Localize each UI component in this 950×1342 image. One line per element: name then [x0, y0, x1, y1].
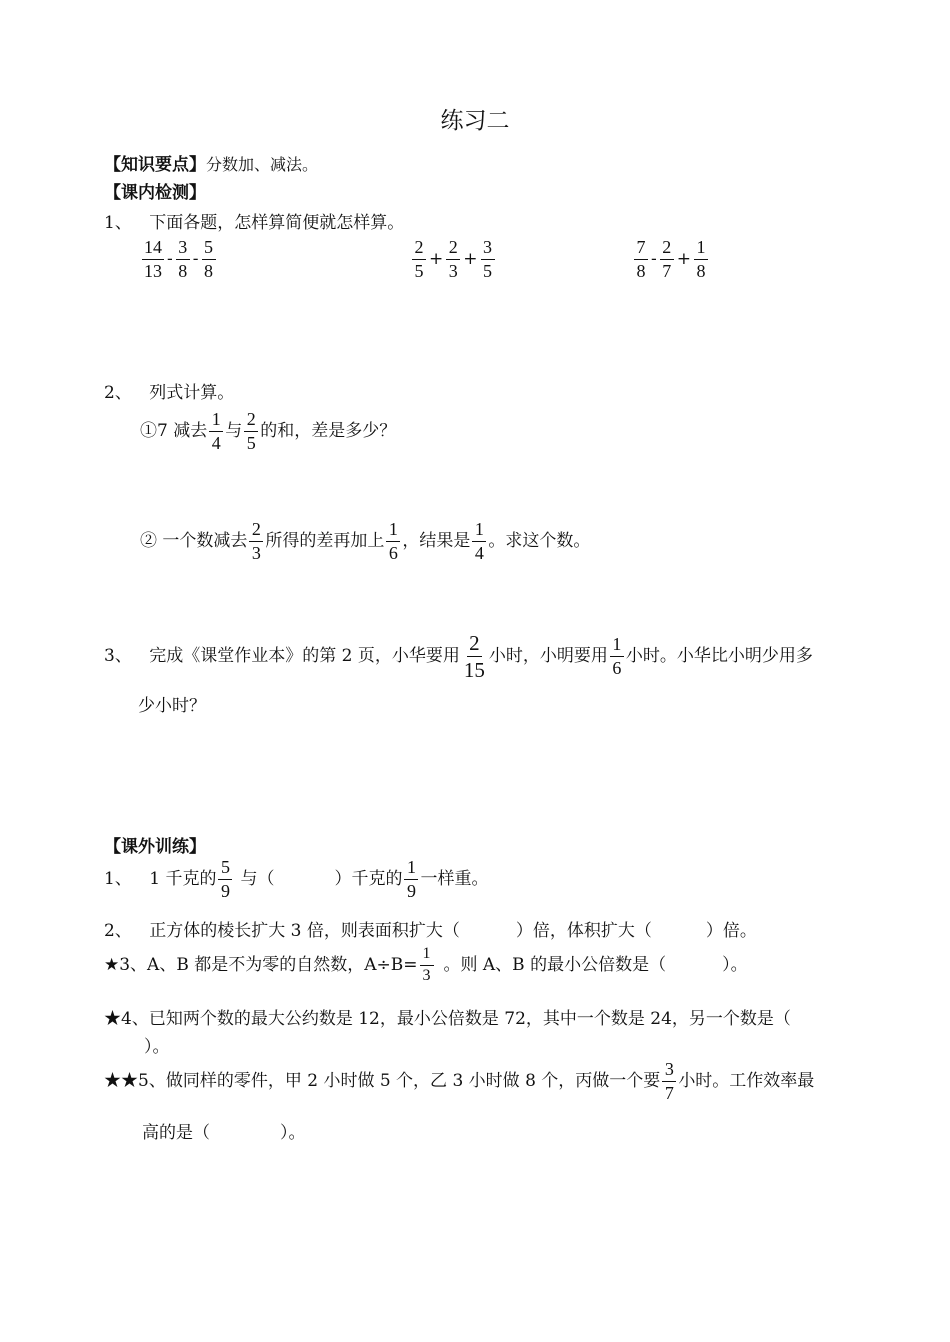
extra-question-3 — [104, 946, 748, 985]
expression-1 — [140, 238, 218, 281]
operator: + — [429, 248, 444, 269]
fraction: $\frac{1}{6}$ — [386, 520, 400, 563]
text: ★3、A、B 都是不为零的自然数，A÷B= — [104, 954, 418, 975]
operator: - — [192, 248, 199, 269]
text: 一样重。 — [420, 868, 489, 889]
question-3-line-2: 少小时？ — [138, 696, 206, 716]
text: ①7 减去 — [140, 420, 208, 441]
extra-question-5 — [104, 1060, 814, 1103]
extra-question-4: ★4、已知两个数的最大公约数是 12，最小公倍数是 72，其中一个数是 24，另一个数是（ — [104, 1009, 791, 1029]
question-1 — [104, 208, 404, 233]
text: 所得的差再加上 — [265, 530, 385, 551]
question-number: 1、 — [104, 868, 132, 889]
question-text: 下面各题，怎样算简便就怎样算。 — [149, 213, 405, 233]
fraction: $\frac{3}{5}$ — [481, 238, 495, 281]
class-test-label: 【课内检测】 — [104, 183, 206, 203]
extra-question-5-line-2 — [142, 1118, 306, 1143]
expression-2 — [410, 238, 497, 281]
fraction: $\frac{2}{5}$ — [412, 238, 426, 281]
operator: - — [651, 248, 657, 269]
operator: + — [676, 248, 691, 269]
fraction: $\frac{2}{5}$ — [244, 410, 258, 453]
text: 小时。小华比小明少用多 — [625, 646, 813, 667]
expression-3 — [632, 238, 710, 281]
text: ）倍。 — [705, 921, 757, 941]
fraction: $\frac{5}{8}$ — [202, 238, 216, 281]
text: ）千克的 — [334, 868, 403, 889]
knowledge-text: 分数加、减法。 — [206, 155, 319, 174]
question-number: 2、 — [104, 383, 132, 403]
text: ）倍，体积扩大（ — [515, 921, 652, 941]
fraction: $\frac{1}{3}$ — [420, 946, 434, 985]
extra-question-4-line-2: ）。 — [144, 1037, 170, 1057]
fraction: $\frac{14}{13}$ — [144, 237, 162, 281]
fraction: $\frac{2}{3}$ — [249, 520, 263, 563]
page-title: 练习二 — [440, 108, 510, 134]
text: 1 千克的 — [149, 868, 217, 889]
text: ）。 — [280, 1123, 306, 1143]
fraction: $\frac{1}{6}$ — [610, 635, 624, 678]
fraction: $\frac{7}{8}$ — [634, 238, 648, 281]
text: 的和，差是多少？ — [260, 420, 397, 441]
knowledge-line — [104, 150, 318, 175]
fraction: $\frac{1}{9}$ — [404, 858, 418, 901]
operator: - — [167, 248, 173, 269]
text: 小时。工作效率最 — [678, 1070, 815, 1091]
question-number: 1、 — [104, 213, 132, 233]
question-number: 3、 — [104, 646, 132, 667]
text: ② 一个数减去 — [140, 530, 248, 551]
text: 小时，小明要用 — [488, 646, 608, 667]
text: 完成《课堂作业本》的第 2 页，小华要用 — [149, 646, 460, 667]
fraction: $\frac{2}{15}$ — [463, 631, 485, 683]
operator: + — [463, 248, 478, 269]
fraction: $\frac{5}{9}$ — [218, 858, 232, 901]
extra-question-1 — [104, 858, 488, 901]
fraction: $\frac{1}{4}$ — [209, 410, 223, 453]
fraction: $\frac{1}{4}$ — [472, 520, 486, 563]
extra-question-2 — [104, 916, 757, 941]
text: 与 — [225, 420, 243, 441]
question-text: 列式计算。 — [149, 383, 235, 403]
knowledge-label: 【知识要点】 — [104, 155, 206, 175]
fraction: $\frac{1}{8}$ — [694, 238, 708, 281]
question-number: 2、 — [104, 921, 132, 941]
text: ，结果是 — [402, 530, 471, 551]
fraction: $\frac{2}{7}$ — [660, 238, 674, 281]
fraction: $\frac{2}{3}$ — [446, 238, 460, 281]
text: ★★5、做同样的零件，甲 2 小时做 5 个，乙 3 小时做 8 个，丙做一个要 — [104, 1070, 661, 1091]
subquestion-2 — [140, 520, 590, 563]
extra-label: 【课外训练】 — [104, 837, 206, 857]
question-2 — [104, 378, 234, 403]
text: 。求这个数。 — [488, 530, 591, 551]
text: ）。 — [722, 954, 748, 975]
question-3 — [104, 632, 813, 681]
fraction: $\frac{3}{8}$ — [176, 238, 190, 281]
text: 高的是（ — [142, 1123, 210, 1143]
text: 正方体的棱长扩大 3 倍，则表面积扩大（ — [149, 921, 460, 941]
text: 与（ — [240, 868, 275, 889]
text: 。则 A、B 的最小公倍数是（ — [443, 954, 667, 975]
subquestion-1 — [140, 410, 396, 453]
fraction: $\frac{3}{7}$ — [662, 1060, 676, 1103]
